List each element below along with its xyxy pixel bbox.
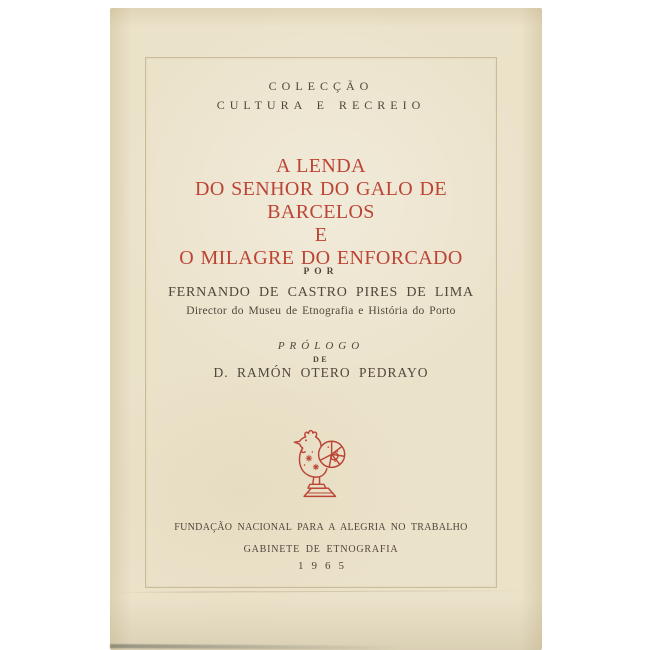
book-title xyxy=(145,155,497,270)
author-role: Director do Museu de Etnografia e História do Porto xyxy=(186,305,456,317)
imprint-year: 1965 xyxy=(298,560,352,572)
imprint-publisher: FUNDAÇÃO NACIONAL PARA A ALEGRIA NO TRABALHO xyxy=(174,522,468,533)
rooster-line-art xyxy=(294,431,344,497)
emblem-container xyxy=(145,428,497,500)
title-line-1: A LENDA xyxy=(276,155,366,177)
title-line-3: E xyxy=(314,224,328,246)
collection-label xyxy=(145,77,497,115)
book-cover xyxy=(110,8,542,650)
barcelos-rooster-icon xyxy=(292,428,350,500)
prologue-label: PRÓLOGO xyxy=(277,340,365,352)
imprint-department: GABINETE DE ETNOGRAFIA xyxy=(243,544,399,555)
byline-por: POR xyxy=(303,267,339,277)
prologue-author: D. RAMÓN OTERO PEDRAYO xyxy=(213,365,429,380)
title-line-2: DO SENHOR DO GALO DE BARCELOS xyxy=(195,178,447,223)
cover-crease-line xyxy=(116,590,536,593)
author-name: FERNANDO DE CASTRO PIRES DE LIMA xyxy=(168,285,474,300)
embossed-border-frame xyxy=(145,57,497,588)
collection-line-1: COLECÇÃO xyxy=(268,79,374,93)
collection-line-2: CULTURA E RECREIO xyxy=(216,98,426,112)
title-line-4: O MILAGRE DO ENFORCADO xyxy=(179,247,463,269)
prologue-de: DE xyxy=(312,355,330,364)
